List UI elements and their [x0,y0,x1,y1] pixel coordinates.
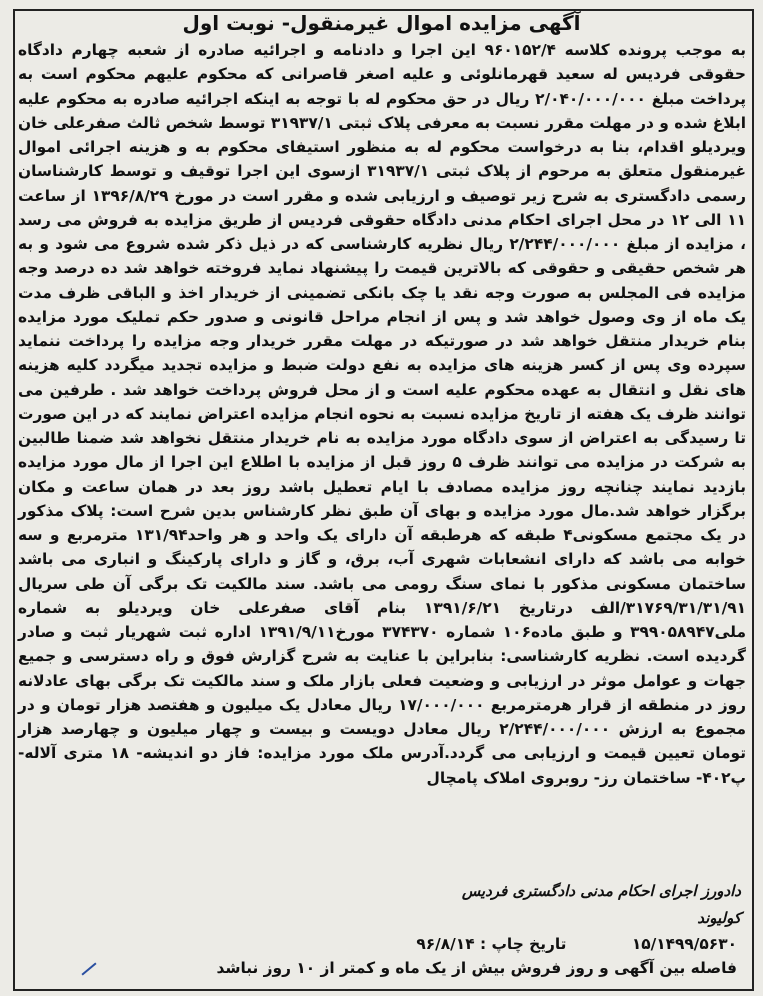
signature-name: کولیوند [697,909,741,927]
notice-meta [97,932,737,956]
case-number: ۱۵/۱۴۹۹/۵۶۳۰ [631,935,737,953]
signature-block [381,878,741,932]
notice-body: به موجب پرونده کلاسه ۹۶۰۱۵۲/۴ این اجرا و دادنامه و اجرائیه صادره از شعبه چهارم دادگاه حقوقی فردیس له سعید قهرمانلوئی و علیه اصغر قاصرانی که محکوم علیهم محکوم است به پرداخت مبلغ ۲/۰۴۰/۰۰۰/۰۰۰ ریال در حق محکوم له با توجه به اینکه اجرائیه صادره به محکوم علیه ابلاغ شده و در مهلت مقرر نسبت به معرفی پلاک ثبتی ۳۱۹۳۷/۱ توسط شخص ثالث صفرعلی خان ویردیلو اقدام، بنا به درخواست محکوم له به منظور استیفای محکوم به و هزینه اجرائی اموال غیرمنقول متعلق به مرحوم از پلاک ثبتی ۳۱۹۳۷/۱ ازسوی این اجرا توقیف و توسط کارشناسان رسمی دادگستری به شرح زیر توصیف و ارزیابی شده و مقرر است در مورخ ۱۳۹۶/۸/۲۹ از ساعت ۱۱ الی ۱۲ در محل اجرای احکام مدنی دادگاه حقوقی فردیس از طریق مزایده به فروش می رسد ، مزایده از مبلغ ۲/۲۴۴/۰۰۰/۰۰۰ ریال نظریه کارشناسی که در ذیل ذکر شده شروع می شود و به هر شخص حقیقی و حقوقی که بالاترین قیمت را پیشنهاد نماید فروخته خواهد شد ده درصد وجه مزایده فی المجلس به صورت وجه نقد یا چک بانکی تضمینی از خریدار اخذ و الباقی ظرف مدت یک ماه از وی وصول خواهد شد و پس از انجام مراحل قانونی و صدور حکم تملیک مورد مزایده بنام خریدار منتقل خواهد شد در صورتیکه در مهلت مقرر خریدار وجه مزایده را پرداخت ننماید سپرده وی پس از کسر هزینه های مزایده به نفع دولت ضبط و مزایده تجدید میگردد کلیه هزینه های نقل و انتقال به عهده محکوم علیه است و از محل فروش پرداخت خواهد شد . طرفین می توانند ظرف یک هفته از تاریخ مزایده نسبت به نحوه انجام مزایده اعتراض نمایند که در این صورت تا رسیدگی به اعتراض از سوی دادگاه مورد مزایده به نام خریدار منتقل نخواهد شد ضمنا طالبین به شرکت در مزایده می توانند ظرف ۵ روز قبل از مزایده با اطلاع این اجرا از مال مورد مزایده بازدید نمایند چنانچه روز مزایده مصادف با ایام تعطیل باشد روز بعد در همان ساعت و مکان برگزار خواهد شد.مال مورد مزایده و بهای آن طبق نظر کارشناس بدین شرح است: پلاک مذکور در یک مجتمع مسکونی۴ طبقه که هرطبقه آن دارای یک واحد و هر واحد۱۳۱/۹۴ مترمربع و سه خوابه می باشد که دارای انشعابات شهری آب، برق، و گاز و دارای پارکینگ و انباری می باشد ساختمان مسکونی مذکور با نمای سنگ رومی می باشد. سند مالکیت تک برگی آن طی سریال ۳۱۷۶۹/۳۱/۳۱/۹۱/الف درتاریخ ۱۳۹۱/۶/۲۱ بنام آقای صفرعلی خان ویردیلو به شماره ملی۳۹۹۰۵۸۹۴۷ و طبق ماده۱۰۶ شماره ۳۷۴۳۷۰ مورخ۱۳۹۱/۹/۱۱ اداره ثبت شهریار ثبت و صادر گردیده است. نظریه کارشناسی: بنابراین با عنایت به شرح گزارش فوق و راه دسترسی و جمیع جهات و عوامل موثر در ارزیابی و وضعیت فعلی بازار ملک و سند مالکیت تک برگی بهای عادلانه روز در منطقه از قرار هرمترمربع ۱۷/۰۰۰/۰۰۰ ریال معادل یک میلیون و هفتصد هزار تومان و در مجموع به ارزش ۲/۲۴۴/۰۰۰/۰۰۰ ریال معادل دویست و بیست و چهار میلیون و چهارصد هزار تومان تعیین قیمت و ارزیابی می گردد.آدرس ملک مورد مزایده: فاز دو اندیشه- ۱۸ متری آلاله- پ۴۰۲- ساختمان رز- روبروی املاک پامچال [18,41,747,787]
signature-office: دادورز اجرای احکام مدنی دادگستری فردیس [461,882,741,900]
notice-title: آگهی مزایده اموال غیرمنقول- نوبت اول [182,11,581,35]
print-date: تاریخ چاپ : ۹۶/۸/۱۴ [416,935,567,953]
footer-note: فاصله بین آگهی و روز فروش بیش از یک ماه و کمتر از ۱۰ روز نباشد [216,959,737,977]
